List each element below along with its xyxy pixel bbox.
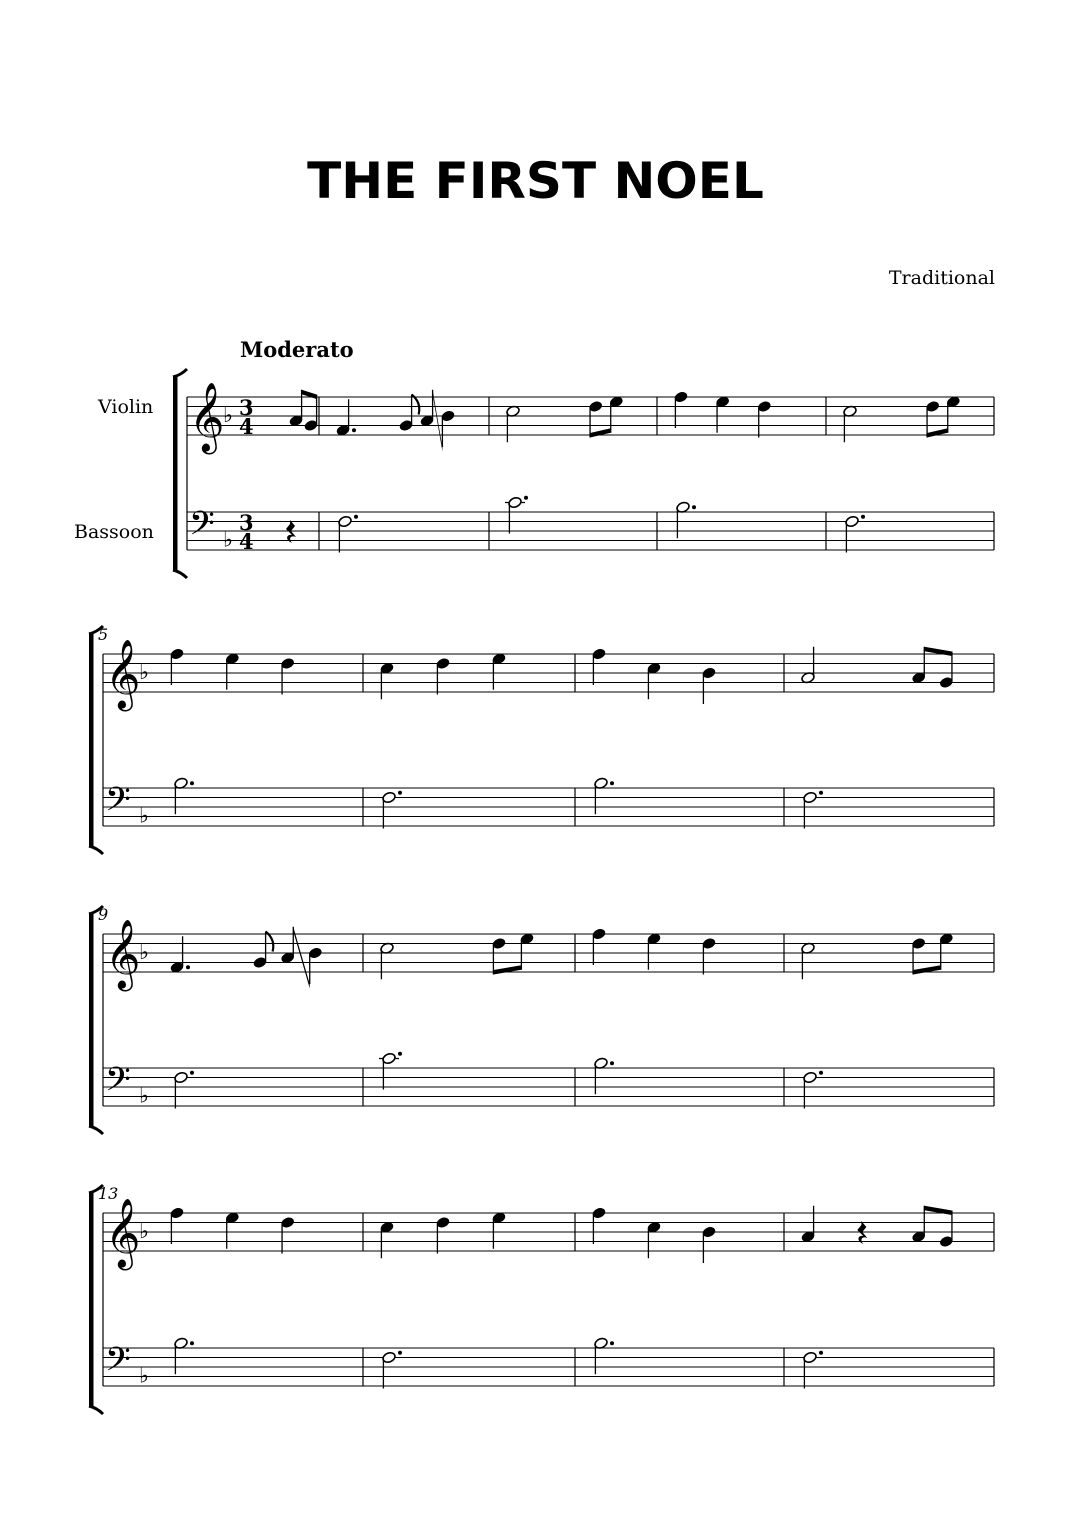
augmentation-dot [524, 496, 528, 500]
augmentation-dot [819, 791, 823, 795]
augmentation-dot [819, 1351, 823, 1355]
augmentation-dot [819, 1071, 823, 1075]
augmentation-dot [190, 1341, 194, 1345]
eighth-beam [493, 965, 521, 974]
instrument-label-violin: Violin [98, 396, 154, 418]
eighth-beam [302, 390, 317, 399]
eighth-beam [913, 965, 941, 974]
system-bracket [89, 1193, 94, 1406]
key-signature-flat: ♭ [139, 1083, 149, 1108]
augmentation-dot [398, 1052, 402, 1056]
bracket-bottom-hook [89, 1406, 103, 1414]
bracket-top-hook [173, 369, 187, 377]
time-signature-numerator: 3 [239, 510, 254, 535]
key-signature-flat: ♭ [223, 403, 233, 427]
treble-clef-icon: 𝄞 [105, 1198, 141, 1268]
measure-number: 13 [98, 1184, 119, 1203]
measure-number: 9 [98, 905, 109, 924]
key-signature-flat: ♭ [139, 803, 149, 828]
eighth-beam [924, 647, 952, 656]
system-bracket [173, 377, 178, 570]
augmentation-dot [610, 1341, 614, 1345]
augmentation-dot [398, 791, 402, 795]
bracket-bottom-hook [89, 1126, 103, 1134]
eighth-beam [927, 428, 948, 437]
eighth-beam [433, 390, 443, 452]
treble-clef-icon: 𝄞 [189, 382, 225, 452]
augmentation-dot [352, 428, 356, 432]
measure-number: 5 [98, 625, 109, 644]
eighth-beam [293, 927, 309, 989]
augmentation-dot [354, 515, 358, 519]
tempo-marking: Moderato [240, 337, 354, 362]
augmentation-dot [692, 505, 696, 509]
time-signature-denominator: 4 [239, 414, 254, 439]
key-signature-flat: ♭ [139, 660, 149, 684]
key-signature-flat: ♭ [139, 1363, 149, 1388]
augmentation-dot [190, 781, 194, 785]
augmentation-dot [610, 781, 614, 785]
augmentation-dot [398, 1351, 402, 1355]
composer-credit: Traditional [888, 267, 995, 289]
key-signature-flat: ♭ [139, 1219, 149, 1243]
augmentation-dot [186, 965, 190, 969]
bracket-bottom-hook [173, 570, 187, 578]
treble-clef-icon: 𝄞 [105, 639, 141, 709]
system-bracket [89, 634, 94, 846]
system-bracket [89, 914, 94, 1126]
augmentation-dot [610, 1061, 614, 1065]
bracket-bottom-hook [89, 846, 103, 854]
time-signature-denominator: 4 [239, 529, 254, 554]
page-title: THE FIRST NOEL [307, 152, 764, 210]
bass-clef-icon: 𝄢 [105, 1061, 131, 1107]
eighth-beam [590, 428, 611, 437]
augmentation-dot [190, 1071, 194, 1075]
bass-clef-icon: 𝄢 [189, 505, 215, 551]
key-signature-flat: ♭ [139, 940, 149, 964]
bass-clef-icon: 𝄢 [105, 1341, 131, 1387]
augmentation-dot [861, 515, 865, 519]
eighth-beam [924, 1206, 952, 1215]
key-signature-flat: ♭ [223, 527, 233, 552]
instrument-label-bassoon: Bassoon [74, 521, 154, 543]
time-signature-numerator: 3 [239, 395, 254, 420]
treble-clef-icon: 𝄞 [105, 919, 141, 989]
bass-clef-icon: 𝄢 [105, 781, 131, 827]
